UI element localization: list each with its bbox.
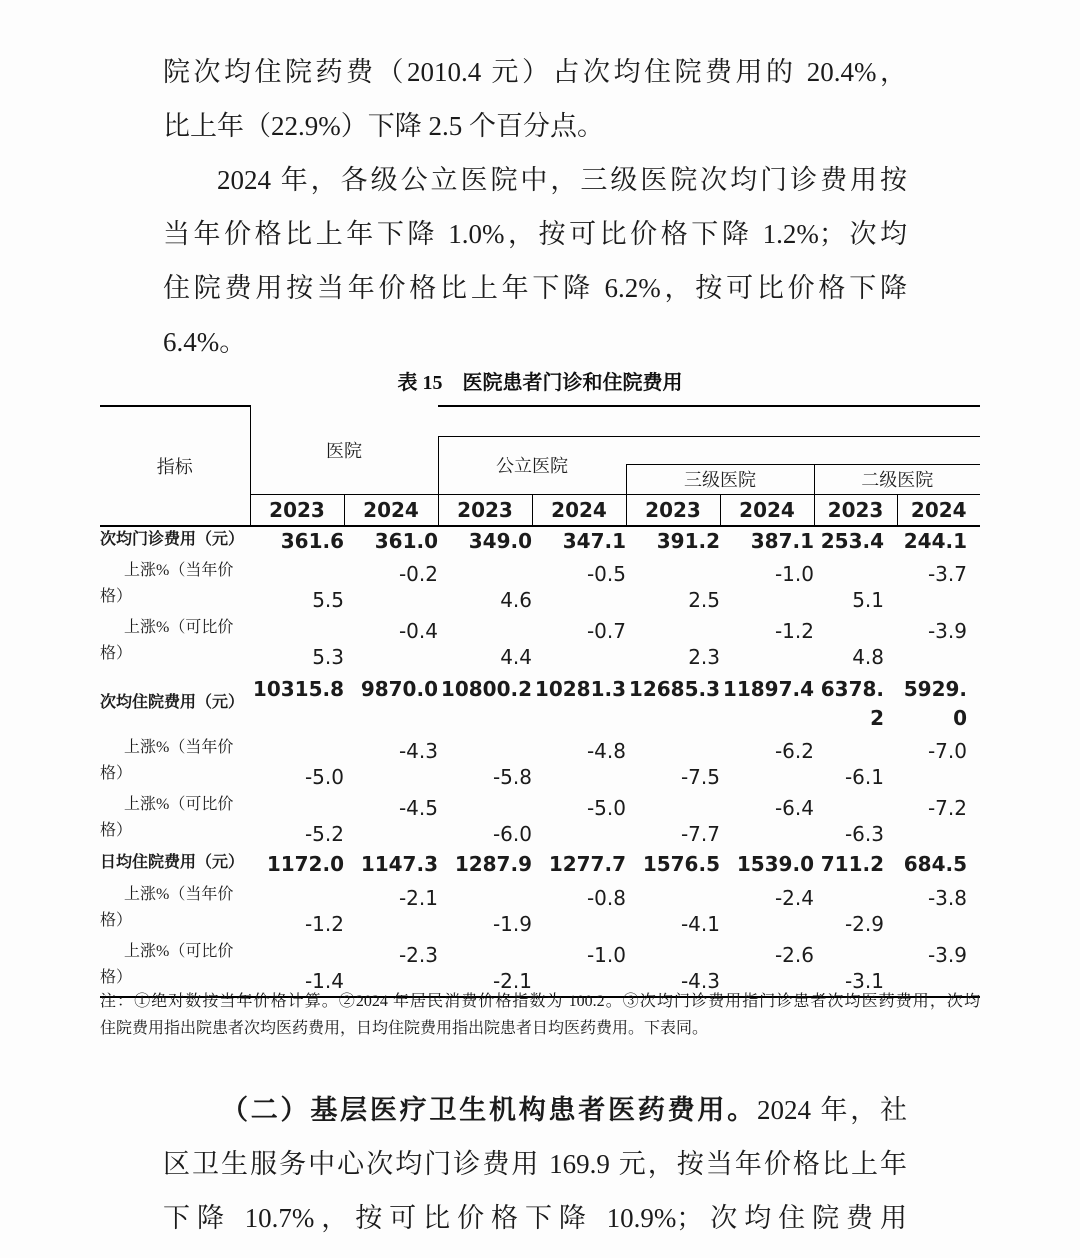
table-cell: -1.9 xyxy=(492,912,532,936)
table-cell: -4.5 xyxy=(398,796,438,820)
paragraph-line: 住院费用按当年价格比上年下降 6.2%，按可比价格下降 xyxy=(163,273,907,303)
footnote-line: 注：①绝对数按当年价格计算。②2024 年居民消费价格指数为 100.2。③次均门诊费用指门诊患者次均医药费用，次均 xyxy=(100,993,980,1010)
paragraph-continuation xyxy=(163,45,907,153)
paragraph-section-2 xyxy=(163,1083,907,1245)
table-cell: -2.6 xyxy=(720,939,814,997)
table-cell: 10281.3 xyxy=(534,677,626,701)
table-cell: -4.3 xyxy=(398,739,438,763)
table-cell: -3.7 xyxy=(927,562,967,586)
table-cell: -6.0 xyxy=(492,822,532,846)
table-cell: 244.1 xyxy=(903,529,967,553)
table-cell: -7.2 xyxy=(927,796,967,820)
table-cell: -7.7 xyxy=(680,822,720,846)
header-year-cell: 2024 xyxy=(532,494,626,526)
table-cell: -3.1 xyxy=(814,939,897,997)
paragraph-public-hospitals xyxy=(163,153,907,369)
header-year-cell: 2023 xyxy=(438,494,532,526)
header-group-tertiary-hospital: 三级医院 xyxy=(626,464,814,494)
paragraph-line: 比上年（22.9%）下降 2.5 个百分点。 xyxy=(163,111,604,141)
table-cell: 6378.2 xyxy=(820,677,884,730)
row-label: 上涨%（可比价格） xyxy=(100,796,234,839)
table-footnote xyxy=(100,988,980,1042)
table-cell: -3.9 xyxy=(927,619,967,643)
row-label: 上涨%（当年价格） xyxy=(100,886,234,929)
hospital-fee-table xyxy=(100,405,980,998)
table-cell: 5.1 xyxy=(852,588,884,612)
table-cell: 2.5 xyxy=(688,588,720,612)
table-row xyxy=(100,882,980,939)
table-cell: -5.8 xyxy=(492,765,532,789)
row-label: 上涨%（当年价格） xyxy=(100,562,234,605)
header-cell-indicator: 指标 xyxy=(100,406,250,526)
table-cell: 11897.4 xyxy=(722,677,814,701)
table-cell: 10800.2 xyxy=(440,677,532,701)
table-cell: 5.5 xyxy=(312,588,344,612)
table-cell: 12685.3 xyxy=(628,677,720,701)
table-cell: 387.1 xyxy=(750,529,814,553)
table-cell: -6.1 xyxy=(844,765,884,789)
table-cell: -3.9 xyxy=(897,939,980,997)
header-year-cell: 2024 xyxy=(897,494,980,526)
table-cell: 253.4 xyxy=(820,529,884,553)
table-cell: 1576.5 xyxy=(642,852,720,876)
header-year-cell: 2023 xyxy=(814,494,897,526)
table-cell: -6.4 xyxy=(774,796,814,820)
table-cell: -1.0 xyxy=(532,939,626,997)
table-cell: -5.0 xyxy=(586,796,626,820)
table-row xyxy=(100,850,980,882)
paragraph-line: 6.4%。 xyxy=(163,327,247,357)
table-cell: -0.8 xyxy=(586,886,626,910)
header-year-cell: 2023 xyxy=(250,494,344,526)
paragraph-text: 2024 年，社 xyxy=(756,1095,908,1125)
table-cell: 1172.0 xyxy=(266,852,344,876)
table-cell: -0.4 xyxy=(398,619,438,643)
table-cell: 10315.8 xyxy=(252,677,344,701)
table-row xyxy=(100,526,980,558)
table-cell: 347.1 xyxy=(562,529,626,553)
table-cell: 1287.9 xyxy=(454,852,532,876)
row-label: 日均住院费用（元） xyxy=(100,854,245,871)
table-cell: -7.5 xyxy=(680,765,720,789)
header-year-cell: 2024 xyxy=(720,494,814,526)
header-year-cell: 2023 xyxy=(626,494,720,526)
table-title: 表 15 医院患者门诊和住院费用 xyxy=(397,372,683,394)
table-cell: 4.8 xyxy=(852,645,884,669)
table-cell: 1147.3 xyxy=(360,852,438,876)
table-row xyxy=(100,615,980,673)
table-row xyxy=(100,792,980,850)
table-cell: 361.0 xyxy=(374,529,438,553)
header-group-secondary-hospital: 二级医院 xyxy=(814,464,980,494)
table-cell: -1.2 xyxy=(304,912,344,936)
row-label: 上涨%（可比价格） xyxy=(100,939,250,997)
paragraph-line xyxy=(163,1083,907,1137)
table-cell: 4.6 xyxy=(500,588,532,612)
table-cell: 349.0 xyxy=(468,529,532,553)
table-cell: 1277.7 xyxy=(548,852,626,876)
table-cell: -0.2 xyxy=(398,562,438,586)
table-cell: 4.4 xyxy=(500,645,532,669)
table-cell: 9870.0 xyxy=(360,677,438,701)
table-cell: 711.2 xyxy=(820,852,884,876)
table-cell: 361.6 xyxy=(280,529,344,553)
table-cell: 684.5 xyxy=(903,852,967,876)
row-label: 次均门诊费用（元） xyxy=(100,531,245,548)
footnote-line: 住院费用指出院患者次均医药费用，日均住院费用指出院患者日均医药费用。下表同。 xyxy=(100,1020,709,1037)
table-cell: -2.3 xyxy=(344,939,438,997)
paragraph-line: 下降 10.7%，按可比价格下降 10.9%；次均住院费用 xyxy=(163,1203,907,1233)
table-cell: -0.5 xyxy=(586,562,626,586)
table-cell: -6.2 xyxy=(774,739,814,763)
table-cell: -0.7 xyxy=(586,619,626,643)
row-label: 上涨%（可比价格） xyxy=(100,619,234,662)
table-cell: -4.1 xyxy=(680,912,720,936)
table-cell: 5.3 xyxy=(312,645,344,669)
table-row xyxy=(100,735,980,792)
table-cell: 391.2 xyxy=(656,529,720,553)
table-cell: -7.0 xyxy=(927,739,967,763)
table-row xyxy=(100,673,980,735)
header-group-public-hospital: 公立医院 xyxy=(438,436,626,494)
paragraph-line: 院次均住院药费（2010.4 元）占次均住院费用的 20.4%， xyxy=(163,57,907,87)
table-cell: -5.0 xyxy=(304,765,344,789)
section-heading: （二）基层医疗卫生机构患者医药费用。 xyxy=(221,1095,757,1125)
table-cell: 5929.0 xyxy=(903,677,967,730)
table-cell: 1539.0 xyxy=(736,852,814,876)
header-year-cell: 2024 xyxy=(344,494,438,526)
table-row xyxy=(100,558,980,615)
table-cell: -1.2 xyxy=(774,619,814,643)
table-cell: -4.3 xyxy=(626,939,720,997)
table-cell: -4.8 xyxy=(586,739,626,763)
row-label: 次均住院费用（元） xyxy=(100,694,245,711)
paragraph-line: 当年价格比上年下降 1.0%，按可比价格下降 1.2%；次均 xyxy=(163,219,907,249)
paragraph-line: 区卫生服务中心次均门诊费用 169.9 元，按当年价格比上年 xyxy=(163,1149,907,1179)
paragraph-line: 2024 年，各级公立医院中，三级医院次均门诊费用按 xyxy=(217,165,907,195)
table-cell: -2.1 xyxy=(438,939,532,997)
table-cell: -6.3 xyxy=(844,822,884,846)
table-cell: 2.3 xyxy=(688,645,720,669)
table-cell: -3.8 xyxy=(927,886,967,910)
header-group-hospital: 医院 xyxy=(250,406,438,494)
table-cell: -5.2 xyxy=(304,822,344,846)
table-cell: -1.4 xyxy=(250,939,344,997)
table-cell: -2.9 xyxy=(844,912,884,936)
table-cell: -2.1 xyxy=(398,886,438,910)
table-cell: -1.0 xyxy=(774,562,814,586)
row-label: 上涨%（当年价格） xyxy=(100,739,234,782)
table-cell: -2.4 xyxy=(774,886,814,910)
header-spacer xyxy=(438,406,980,436)
header-spacer xyxy=(626,436,980,464)
